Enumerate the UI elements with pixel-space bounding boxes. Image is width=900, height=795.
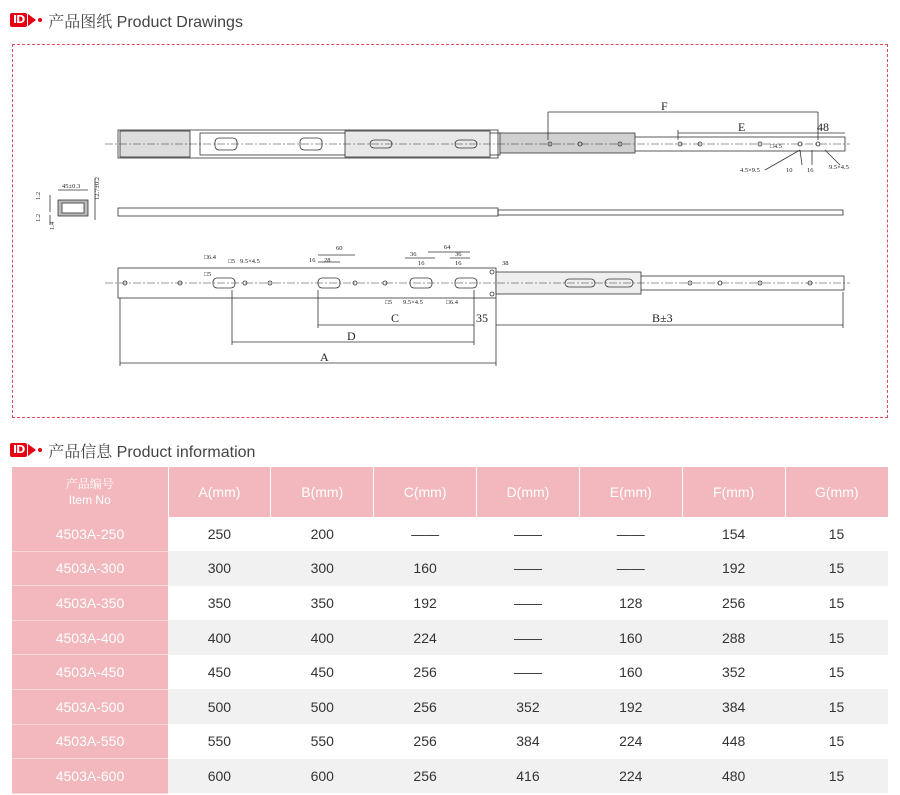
dim-48: 48 bbox=[817, 120, 829, 134]
table-row bbox=[12, 517, 888, 551]
product-spec-table bbox=[12, 467, 888, 794]
cell-f: 480 bbox=[682, 759, 785, 794]
cell-b: 500 bbox=[271, 689, 374, 724]
cell-g: 15 bbox=[785, 724, 888, 759]
cell-d: —— bbox=[477, 517, 580, 551]
dim-16-top: 16 bbox=[807, 167, 814, 174]
cell-c: —— bbox=[374, 517, 477, 551]
dot-icon bbox=[38, 448, 42, 452]
cell-d: —— bbox=[477, 586, 580, 621]
dim-16-c: 16 bbox=[418, 260, 425, 267]
dim-36-a: 36 bbox=[410, 251, 417, 258]
cell-item-no: 4503A-350 bbox=[12, 586, 168, 621]
dim-64: 64 bbox=[444, 244, 451, 251]
table-row bbox=[12, 655, 888, 690]
cell-c: 256 bbox=[374, 724, 477, 759]
dim-B: B±3 bbox=[652, 311, 673, 325]
cell-d: 384 bbox=[477, 724, 580, 759]
drawings-section-title: 产品图纸 Product Drawings bbox=[48, 13, 243, 31]
slide-side-inner bbox=[498, 210, 843, 215]
cell-item-no: 4503A-250 bbox=[12, 517, 168, 551]
cell-a: 450 bbox=[168, 655, 271, 690]
dim-sq4-5: □4.5 bbox=[770, 143, 783, 150]
cell-f: 154 bbox=[682, 517, 785, 551]
header-col-c: C(mm) bbox=[374, 467, 477, 517]
cell-b: 200 bbox=[271, 517, 374, 551]
cell-e: 224 bbox=[579, 759, 682, 794]
table-row bbox=[12, 586, 888, 621]
cell-b: 300 bbox=[271, 551, 374, 586]
header-col-g: G(mm) bbox=[785, 467, 888, 517]
cell-d: 416 bbox=[477, 759, 580, 794]
dim-38: 38 bbox=[502, 260, 509, 267]
cell-g: 15 bbox=[785, 689, 888, 724]
slide-side-outer bbox=[118, 208, 498, 216]
slide-top-right-block bbox=[500, 133, 635, 153]
cell-a: 400 bbox=[168, 620, 271, 655]
header-col-d: D(mm) bbox=[477, 467, 580, 517]
cell-e: 160 bbox=[579, 620, 682, 655]
cell-f: 352 bbox=[682, 655, 785, 690]
dim-section-1-4: 1.4 bbox=[49, 221, 56, 230]
cell-f: 192 bbox=[682, 551, 785, 586]
cell-e: —— bbox=[579, 517, 682, 551]
table-row bbox=[12, 551, 888, 586]
cell-f: 384 bbox=[682, 689, 785, 724]
cell-item-no: 4503A-500 bbox=[12, 689, 168, 724]
cell-a: 250 bbox=[168, 517, 271, 551]
cell-b: 600 bbox=[271, 759, 374, 794]
cell-d: 352 bbox=[477, 689, 580, 724]
cell-b: 400 bbox=[271, 620, 374, 655]
cell-c: 224 bbox=[374, 620, 477, 655]
header-col-b: B(mm) bbox=[271, 467, 374, 517]
dim-slot-9-5x4-5-mid: 9.5×4.5 bbox=[403, 299, 423, 306]
cell-item-no: 4503A-550 bbox=[12, 724, 168, 759]
dim-sq6-4-mid: □6.4 bbox=[446, 299, 459, 306]
dim-28: 28 bbox=[324, 257, 331, 264]
brand-logo-badge: ID bbox=[10, 13, 27, 27]
dim-35: 35 bbox=[476, 311, 488, 325]
dim-sq5-mid: □5 bbox=[385, 299, 393, 306]
cell-g: 15 bbox=[785, 655, 888, 690]
cell-c: 160 bbox=[374, 551, 477, 586]
dim-A: A bbox=[320, 350, 329, 364]
dim-C: C bbox=[391, 311, 400, 325]
dim-slot-4-5x9-5: 4.5×9.5 bbox=[740, 167, 760, 174]
dim-sq6-4-left: □6.4 bbox=[204, 254, 217, 261]
cell-c: 256 bbox=[374, 655, 477, 690]
arrow-icon bbox=[28, 444, 36, 456]
cell-e: —— bbox=[579, 551, 682, 586]
cell-a: 350 bbox=[168, 586, 271, 621]
dim-16-d: 16 bbox=[455, 260, 462, 267]
cell-f: 256 bbox=[682, 586, 785, 621]
dim-section-1-2b: 1.2 bbox=[35, 213, 42, 222]
dim-F: F bbox=[661, 99, 668, 113]
info-section-header bbox=[10, 439, 255, 461]
cell-e: 128 bbox=[579, 586, 682, 621]
cell-a: 500 bbox=[168, 689, 271, 724]
cell-item-no: 4503A-600 bbox=[12, 759, 168, 794]
cell-item-no: 4503A-450 bbox=[12, 655, 168, 690]
dim-section-45: 45±0.3 bbox=[62, 183, 81, 190]
cell-b: 350 bbox=[271, 586, 374, 621]
header-col-f: F(mm) bbox=[682, 467, 785, 517]
table-header-row bbox=[12, 467, 888, 517]
cell-item-no: 4503A-400 bbox=[12, 620, 168, 655]
cell-g: 15 bbox=[785, 620, 888, 655]
cell-a: 600 bbox=[168, 759, 271, 794]
info-section-title: 产品信息 Product information bbox=[48, 443, 256, 461]
dim-section-1-2: 1.2 bbox=[35, 191, 42, 200]
cell-d: —— bbox=[477, 655, 580, 690]
dim-slot-9-5x4-5-top: 9.5×4.5 bbox=[829, 164, 849, 171]
cell-g: 15 bbox=[785, 551, 888, 586]
cell-f: 288 bbox=[682, 620, 785, 655]
dim-16-b: 16 bbox=[309, 257, 316, 264]
cell-d: —— bbox=[477, 620, 580, 655]
table-row bbox=[12, 620, 888, 655]
cell-c: 256 bbox=[374, 689, 477, 724]
dim-sq5-left-b: □5 bbox=[228, 258, 236, 265]
header-item-no bbox=[12, 467, 168, 517]
header-item-cn: 产品编号 bbox=[65, 477, 114, 491]
cell-c: 256 bbox=[374, 759, 477, 794]
dim-10: 10 bbox=[786, 167, 793, 174]
header-col-a: A(mm) bbox=[168, 467, 271, 517]
cell-g: 15 bbox=[785, 586, 888, 621]
cell-g: 15 bbox=[785, 759, 888, 794]
dim-60: 60 bbox=[336, 245, 343, 252]
cell-g: 15 bbox=[785, 517, 888, 551]
table-row bbox=[12, 724, 888, 759]
cell-a: 550 bbox=[168, 724, 271, 759]
cell-a: 300 bbox=[168, 551, 271, 586]
cell-b: 550 bbox=[271, 724, 374, 759]
dim-36-b: 36 bbox=[455, 251, 462, 258]
dim-E: E bbox=[738, 120, 746, 134]
cell-b: 450 bbox=[271, 655, 374, 690]
cell-c: 192 bbox=[374, 586, 477, 621]
dim-sq5-left-a: □5 bbox=[204, 271, 212, 278]
dim-slot-9-5x4-5-left: 9.5×4.5 bbox=[240, 258, 260, 265]
cell-e: 160 bbox=[579, 655, 682, 690]
table-row bbox=[12, 689, 888, 724]
table-row bbox=[12, 759, 888, 794]
dim-section-12-7: 12.7±0.2 bbox=[94, 176, 101, 200]
dim-D: D bbox=[347, 329, 356, 343]
header-col-e: E(mm) bbox=[579, 467, 682, 517]
cell-item-no: 4503A-300 bbox=[12, 551, 168, 586]
cell-f: 448 bbox=[682, 724, 785, 759]
cell-e: 192 bbox=[579, 689, 682, 724]
header-item-en: Item No bbox=[68, 493, 111, 507]
cell-e: 224 bbox=[579, 724, 682, 759]
brand-logo bbox=[10, 443, 42, 457]
cell-d: —— bbox=[477, 551, 580, 586]
brand-logo-badge: ID bbox=[10, 443, 27, 457]
